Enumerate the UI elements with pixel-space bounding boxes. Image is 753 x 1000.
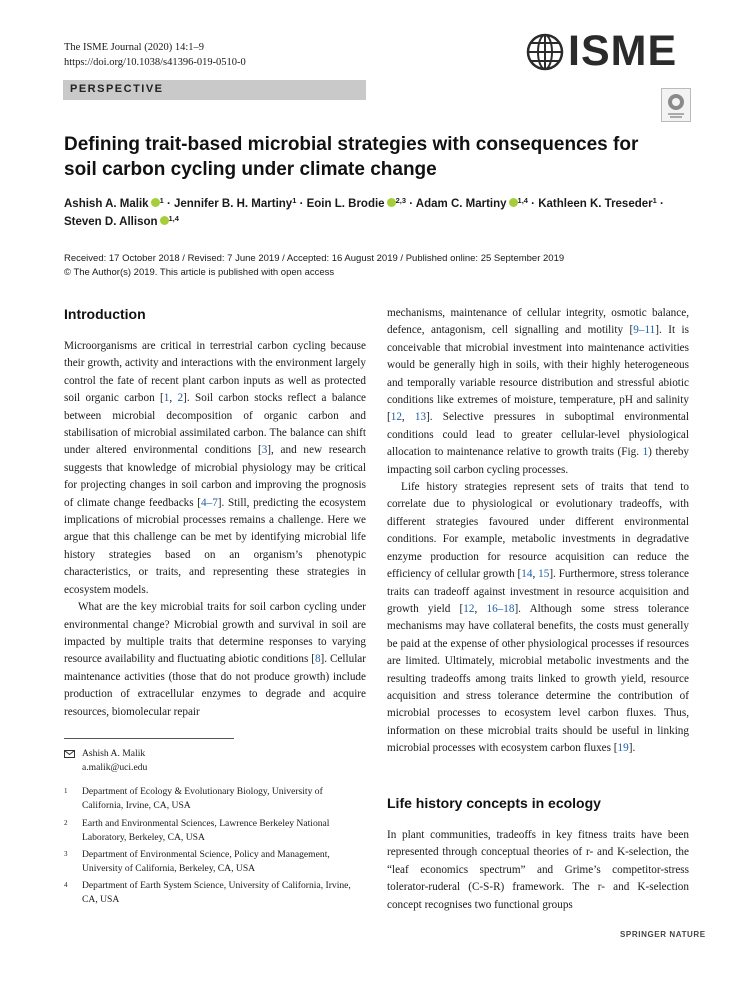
check-for-updates-icon	[662, 89, 690, 121]
isme-logo	[526, 27, 688, 75]
globe-icon	[526, 33, 564, 71]
paragraph: Life history strategies represent sets of traits that tend to correlate due to physiological or evolutionary tradeoffs, with different strategies favoured under different environmental conditions. For example, metabolic investments in degradative enzyme production for resource acquisition can reduce the efficiency of cellular growth [14, 15]. Furthermore, stress tolerance traits can tradeoff against investment in resource acquisition and growth yield [12, 16–18]. Although some stress tolerance mechanisms may have collateral benefits, the costs must generally be paid at the expense of other physiological processes if resources are limited. Ultimately, microbial metabolic investments and the resulting tradeoffs among traits linked to growth yield, resource acquisition and stress tolerance determine the contribution of microbial processes to ecosystem level carbon fluxes. Thus, information on these microbial traits should be useful in linking microbial processes with ecosystem carbon fluxes [19].	[387, 481, 690, 755]
publication-dates	[64, 252, 704, 280]
author[interactable]: Eoin L. Brodie $^{2,3}$	[306, 196, 406, 210]
check-for-updates-button[interactable]	[661, 88, 691, 122]
citation-link[interactable]: 19	[617, 742, 629, 755]
paragraph: What are the key microbial traits for soil carbon cycling under environmental change? Microbial growth and survival in soil are impacted by multiple traits that determine responses to varying resource availability and fluctuating abiotic conditions [8]. Cellular maintenance activities (those that do not produce growth) include production of extracellular enzymes to degrade and acquire resources, biomolecular repair	[64, 601, 366, 718]
right-column-text-continued	[387, 827, 689, 914]
journal-citation: The ISME Journal (2020) 14:1–9	[64, 42, 204, 53]
orcid-icon[interactable]	[151, 198, 160, 207]
right-column-text	[387, 305, 689, 758]
author-list: Ashish A. Malik $^1$ · Jennifer B. H. Martiny$^1$ · Eoin L. Brodie $^{2,3}$ · Adam C. Martiny $^{1,4}$ · Kathleen K. Treseder$^1$ · Steven D. Allison $^{1,4}$	[64, 196, 664, 228]
paragraph: Microorganisms are critical in terrestrial carbon cycling because their growth, activity and interactions with the environment largely control the fate of recent plant carbon inputs as well as protected soil organic carbon [1, 2]. Soil carbon stocks reflect a balance between microbial decomposition of organic carbon and stabilisation of microbial assimilated carbon. The balance can shift under altered environmental conditions [3], and new research suggests that knowledge of microbial physiology may be critical for projecting changes in soil carbon and improving the prognosis of climate change feedbacks [4–7]. Still, predicting the ecosystem implications of microbial processes remains a challenge. Here we argue that this challenge can be met by identifying microbial life history strategies based on an organism’s phenotypic characteristics, or traits, and representing these strategies in ecosystem models.	[64, 340, 367, 596]
author[interactable]: Adam C. Martiny $^{1,4}$	[415, 196, 528, 210]
citation-link[interactable]: 16–18	[486, 602, 515, 615]
article-title: Defining trait-based microbial strategies with consequences for soil carbon cycling under climate change	[64, 134, 639, 180]
citation-link[interactable]: 12	[463, 602, 475, 615]
orcid-icon[interactable]	[160, 216, 169, 225]
orcid-icon[interactable]	[387, 198, 396, 207]
section-heading-introduction: Introduction	[64, 306, 146, 322]
left-column-text	[64, 338, 366, 721]
copyright-line: © The Author(s) 2019. This article is published with open access	[64, 267, 335, 278]
doi-link[interactable]: https://doi.org/10.1038/s41396-019-0510-0	[64, 57, 246, 68]
author[interactable]: Kathleen K. Treseder$^1$	[538, 196, 657, 210]
paragraph: mechanisms, maintenance of cellular integrity, osmotic balance, defence, antagonism, cell signalling and motility [9–11]. It is conceivable that microbial investment into maintenance activities would be generally high in soils, with their highly heterogeneous and temporally variable resource distribution and stressful abiotic conditions like extremes of moisture, temperature, pH and salinity [12, 13]. Selective pressures in suboptimal environmental conditions could lead to greater cellular-level physiological allocation to maintenance relative to growth traits (Fig. 1) thereby impacting soil carbon cycling processes.	[387, 307, 690, 476]
citation-link[interactable]: 14	[521, 568, 533, 581]
logo-text: ISME	[568, 27, 678, 75]
citation-link[interactable]: 9–11	[633, 324, 656, 337]
author[interactable]: Jennifer B. H. Martiny$^1$	[173, 196, 297, 210]
footnote-divider	[64, 738, 234, 739]
citation-link[interactable]: 8	[314, 653, 321, 666]
dates-line: Received: 17 October 2018 / Revised: 7 June 2019 / Accepted: 16 August 2019 / Published online: 25 September 2019	[64, 253, 565, 264]
section-label-bar	[63, 80, 366, 100]
citation-link[interactable]: 1	[163, 392, 170, 405]
corresponding-author-name: Ashish A. Malik	[82, 748, 146, 759]
citation-link[interactable]: 15	[538, 568, 550, 581]
paragraph: In plant communities, tradeoffs in key fitness traits have been represented through conceptual theories of r- and K-selection, the “leaf economics spectrum” and Grime’s competitor-stress tolerator-ruderal (C-S-R) framework. The r- and K-selection concept recognises two functional groups	[387, 829, 689, 911]
citation-link[interactable]: 13	[414, 411, 427, 424]
section-heading-life-history: Life history concepts in ecology	[387, 795, 601, 811]
author[interactable]: Steven D. Allison $^{1,4}$	[64, 214, 179, 228]
orcid-icon[interactable]	[509, 198, 518, 207]
corresponding-author-email[interactable]: a.malik@uci.edu	[82, 761, 148, 773]
citation-link[interactable]: 12	[390, 411, 402, 424]
author[interactable]: Ashish A. Malik $^1$	[64, 196, 164, 210]
journal-info	[64, 40, 246, 70]
envelope-icon	[64, 750, 75, 758]
citation-link[interactable]: 4–7	[201, 496, 218, 509]
citation-link[interactable]: 3	[261, 444, 268, 457]
section-label: PERSPECTIVE	[70, 83, 164, 95]
figure-link[interactable]: 1	[642, 446, 649, 459]
citation-link[interactable]: 2	[177, 392, 184, 405]
publisher-logo: SPRINGER NATURE	[620, 930, 706, 939]
